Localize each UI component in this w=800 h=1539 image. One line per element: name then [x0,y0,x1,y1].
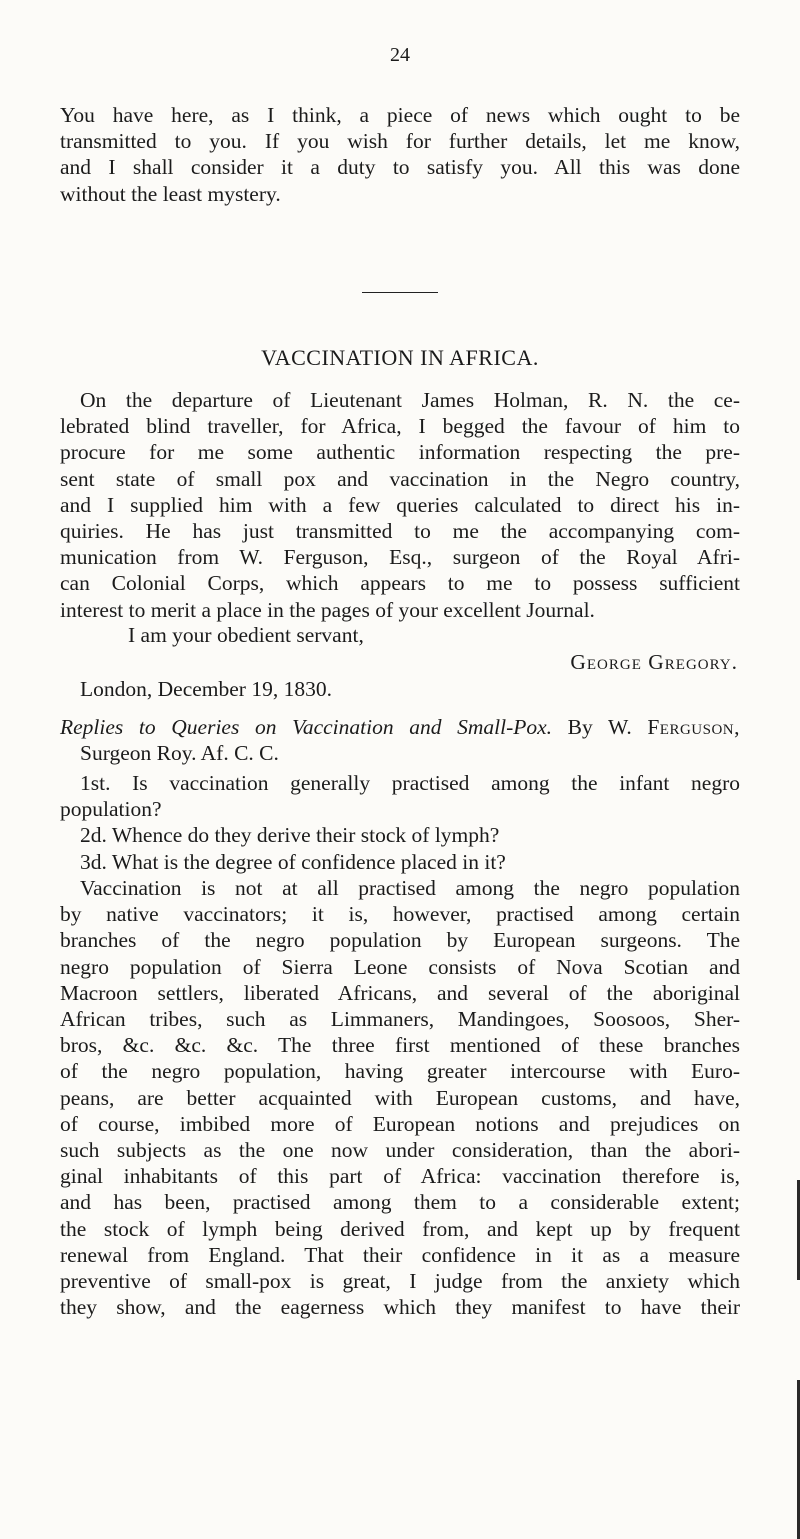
text-line: sent state of small pox and vaccination in the Negro country, [60,466,740,491]
text-line: and I supplied him with a few queries calculated to direct his in- [60,492,740,517]
text-line: branches of the negro population by European surgeons. The [60,928,740,953]
letter-closing: I am your obedient servant, [128,623,364,647]
section-divider [362,292,438,293]
text-line: transmitted to you. If you wish for further details, let me know, [60,129,740,154]
replies-by: By W. [567,715,632,739]
replies-heading [60,714,740,766]
heading-line [60,714,740,740]
text-line: munication from W. Ferguson, Esq., surgeon of the Royal Afri- [60,545,740,570]
query-line: 1st. Is vaccination generally practised among the infant negro [80,771,740,795]
text-line: of the negro population, having greater intercourse with Euro- [60,1059,740,1084]
intro-paragraph [60,387,740,623]
replies-author: Ferguson, [647,715,741,739]
query-line: 3d. What is the degree of confidence placed in it? [80,849,506,874]
text-line: interest to merit a place in the pages of your excellent Journal. [60,597,595,622]
text-line: lebrated blind traveller, for Africa, I begged the favour of him to [60,414,740,439]
text-line: quiries. He has just transmitted to me the accompanying com- [60,519,740,544]
text-line: the stock of lymph being derived from, and kept up by frequent [60,1216,740,1241]
text-line: preventive of small-pox is great, I judge from the anxiety which [60,1269,740,1294]
article-title: VACCINATION IN AFRICA. [261,345,539,370]
query-line: 2d. Whence do they derive their stock of lymph? [80,823,500,848]
queries-block [60,770,740,875]
text-line: renewal from England. That their confidence in it as a measure [60,1242,740,1267]
replies-affiliation: Surgeon Roy. Af. C. C. [80,741,279,766]
query-line: population? [60,797,162,822]
text-line: ginal inhabitants of this part of Africa: vaccination therefore is, [60,1164,740,1189]
text-line: such subjects as the one now under consideration, than the abori- [60,1138,740,1163]
text-line: of course, imbibed more of European notions and prejudices on [60,1111,740,1136]
text-line: they show, and the eagerness which they manifest to have their [60,1295,740,1320]
text-line: and I shall consider it a duty to satisfy you. All this was done [60,155,740,180]
text-line: Macroon settlers, liberated Africans, and several of the aboriginal [60,980,740,1005]
text-line: and has been, practised among them to a considerable extent; [60,1190,740,1215]
signature: George Gregory. [570,650,738,674]
page-number: 24 [390,44,410,66]
text-line: by native vaccinators; it is, however, practised among certain [60,902,740,927]
text-line: without the least mystery. [60,181,281,206]
text-line: procure for me some authentic information respecting the pre- [60,440,740,465]
text-line: On the departure of Lieutenant James Holman, R. N. the ce- [80,388,740,412]
text-line: peans, are better acquainted with European customs, and have, [60,1085,740,1110]
replies-title: Replies to Queries on Vaccination and Small-Pox. [60,715,553,739]
text-line: bros, &c. &c. &c. The three first mentioned of these branches [60,1033,740,1058]
text-line: can Colonial Corps, which appears to me to possess sufficient [60,571,740,596]
text-line: negro population of Sierra Leone consists of Nova Scotian and [60,954,740,979]
text-line: African tribes, such as Limmaners, Mandingoes, Soosoos, Sher- [60,1007,740,1032]
text-line: You have here, as I think, a piece of news which ought to be [60,103,740,127]
opening-paragraph [60,102,740,207]
answer-paragraph [60,875,740,1320]
text-line: Vaccination is not at all practised among the negro population [80,876,740,900]
place-date: London, December 19, 1830. [80,677,332,701]
